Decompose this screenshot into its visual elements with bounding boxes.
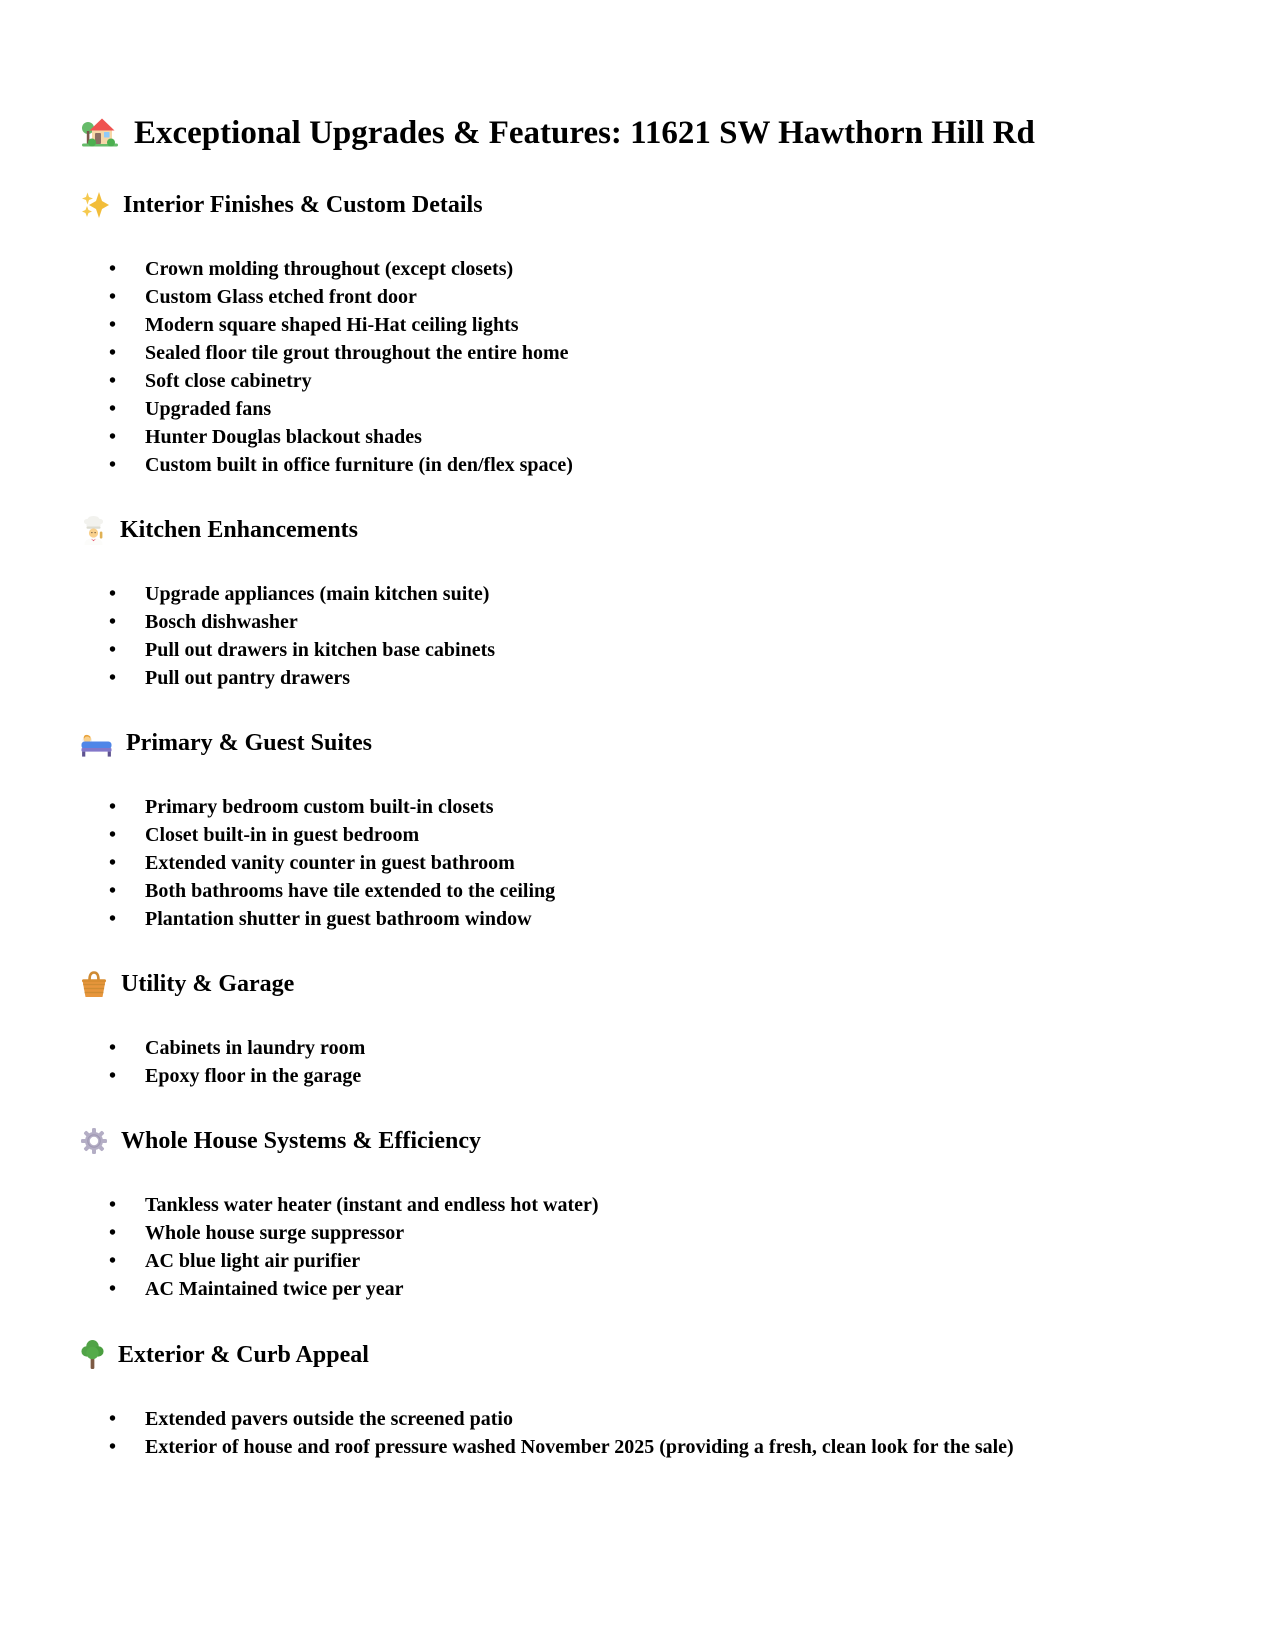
tree-icon bbox=[80, 1339, 105, 1370]
feature-item: • Closet built-in in guest bedroom bbox=[80, 821, 1135, 849]
feature-item: • Bosch dishwasher bbox=[80, 608, 1135, 636]
feature-list bbox=[80, 793, 1135, 933]
section-heading bbox=[80, 1126, 1135, 1156]
person-in-bed-icon bbox=[80, 729, 113, 757]
feature-item: • Sealed floor tile grout throughout the entire home bbox=[80, 339, 1135, 367]
section-heading-text: Interior Finishes & Custom Details bbox=[123, 192, 483, 218]
feature-list bbox=[80, 1405, 1135, 1461]
section-heading-text: Utility & Garage bbox=[121, 971, 295, 997]
section-heading-text: Exterior & Curb Appeal bbox=[118, 1341, 369, 1368]
feature-item: • Tankless water heater (instant and endless hot water) bbox=[80, 1191, 1135, 1219]
section-systems bbox=[80, 1126, 1135, 1303]
section-utility bbox=[80, 969, 1135, 1090]
feature-item: • Whole house surge suppressor bbox=[80, 1219, 1135, 1247]
feature-item: • Hunter Douglas blackout shades bbox=[80, 423, 1135, 451]
section-exterior bbox=[80, 1339, 1135, 1461]
feature-item: • Both bathrooms have tile extended to the ceiling bbox=[80, 877, 1135, 905]
gear-icon bbox=[80, 1127, 108, 1155]
chef-icon bbox=[80, 515, 107, 545]
feature-item: • Crown molding throughout (except closets) bbox=[80, 255, 1135, 283]
sparkles-icon bbox=[80, 190, 110, 220]
feature-item: • Pull out drawers in kitchen base cabinets bbox=[80, 636, 1135, 664]
feature-item: • Upgrade appliances (main kitchen suite) bbox=[80, 580, 1135, 608]
house-with-garden-icon bbox=[80, 114, 120, 152]
feature-item: • Epoxy floor in the garage bbox=[80, 1062, 1135, 1090]
feature-list bbox=[80, 580, 1135, 692]
feature-item: • Modern square shaped Hi-Hat ceiling lights bbox=[80, 311, 1135, 339]
feature-item: • Custom Glass etched front door bbox=[80, 283, 1135, 311]
feature-item: • AC blue light air purifier bbox=[80, 1247, 1135, 1275]
page-title-text: Exceptional Upgrades & Features: 11621 SW Hawthorn Hill Rd bbox=[134, 115, 1035, 151]
feature-list bbox=[80, 1034, 1135, 1090]
page-title bbox=[80, 112, 1135, 154]
feature-item: • AC Maintained twice per year bbox=[80, 1275, 1135, 1303]
section-heading-text: Whole House Systems & Efficiency bbox=[121, 1128, 481, 1154]
section-heading bbox=[80, 1339, 1135, 1370]
section-heading bbox=[80, 728, 1135, 758]
feature-item: • Upgraded fans bbox=[80, 395, 1135, 423]
section-heading bbox=[80, 190, 1135, 220]
feature-item: • Extended vanity counter in guest bathroom bbox=[80, 849, 1135, 877]
section-heading-text: Primary & Guest Suites bbox=[126, 730, 372, 756]
feature-item: • Exterior of house and roof pressure washed November 2025 (providing a fresh, clean look for the sale) bbox=[80, 1433, 1135, 1461]
section-suites bbox=[80, 728, 1135, 933]
feature-list bbox=[80, 1191, 1135, 1303]
feature-list bbox=[80, 255, 1135, 479]
section-heading bbox=[80, 969, 1135, 999]
feature-item: • Plantation shutter in guest bathroom window bbox=[80, 905, 1135, 933]
basket-icon bbox=[80, 970, 108, 999]
section-interior-finishes bbox=[80, 190, 1135, 479]
feature-item: • Pull out pantry drawers bbox=[80, 664, 1135, 692]
feature-item: • Cabinets in laundry room bbox=[80, 1034, 1135, 1062]
feature-item: • Soft close cabinetry bbox=[80, 367, 1135, 395]
section-heading-text: Kitchen Enhancements bbox=[120, 517, 359, 543]
feature-item: • Primary bedroom custom built-in closets bbox=[80, 793, 1135, 821]
feature-item: • Custom built in office furniture (in den/flex space) bbox=[80, 451, 1135, 479]
section-heading bbox=[80, 515, 1135, 545]
section-kitchen bbox=[80, 515, 1135, 692]
feature-item: • Extended pavers outside the screened patio bbox=[80, 1405, 1135, 1433]
